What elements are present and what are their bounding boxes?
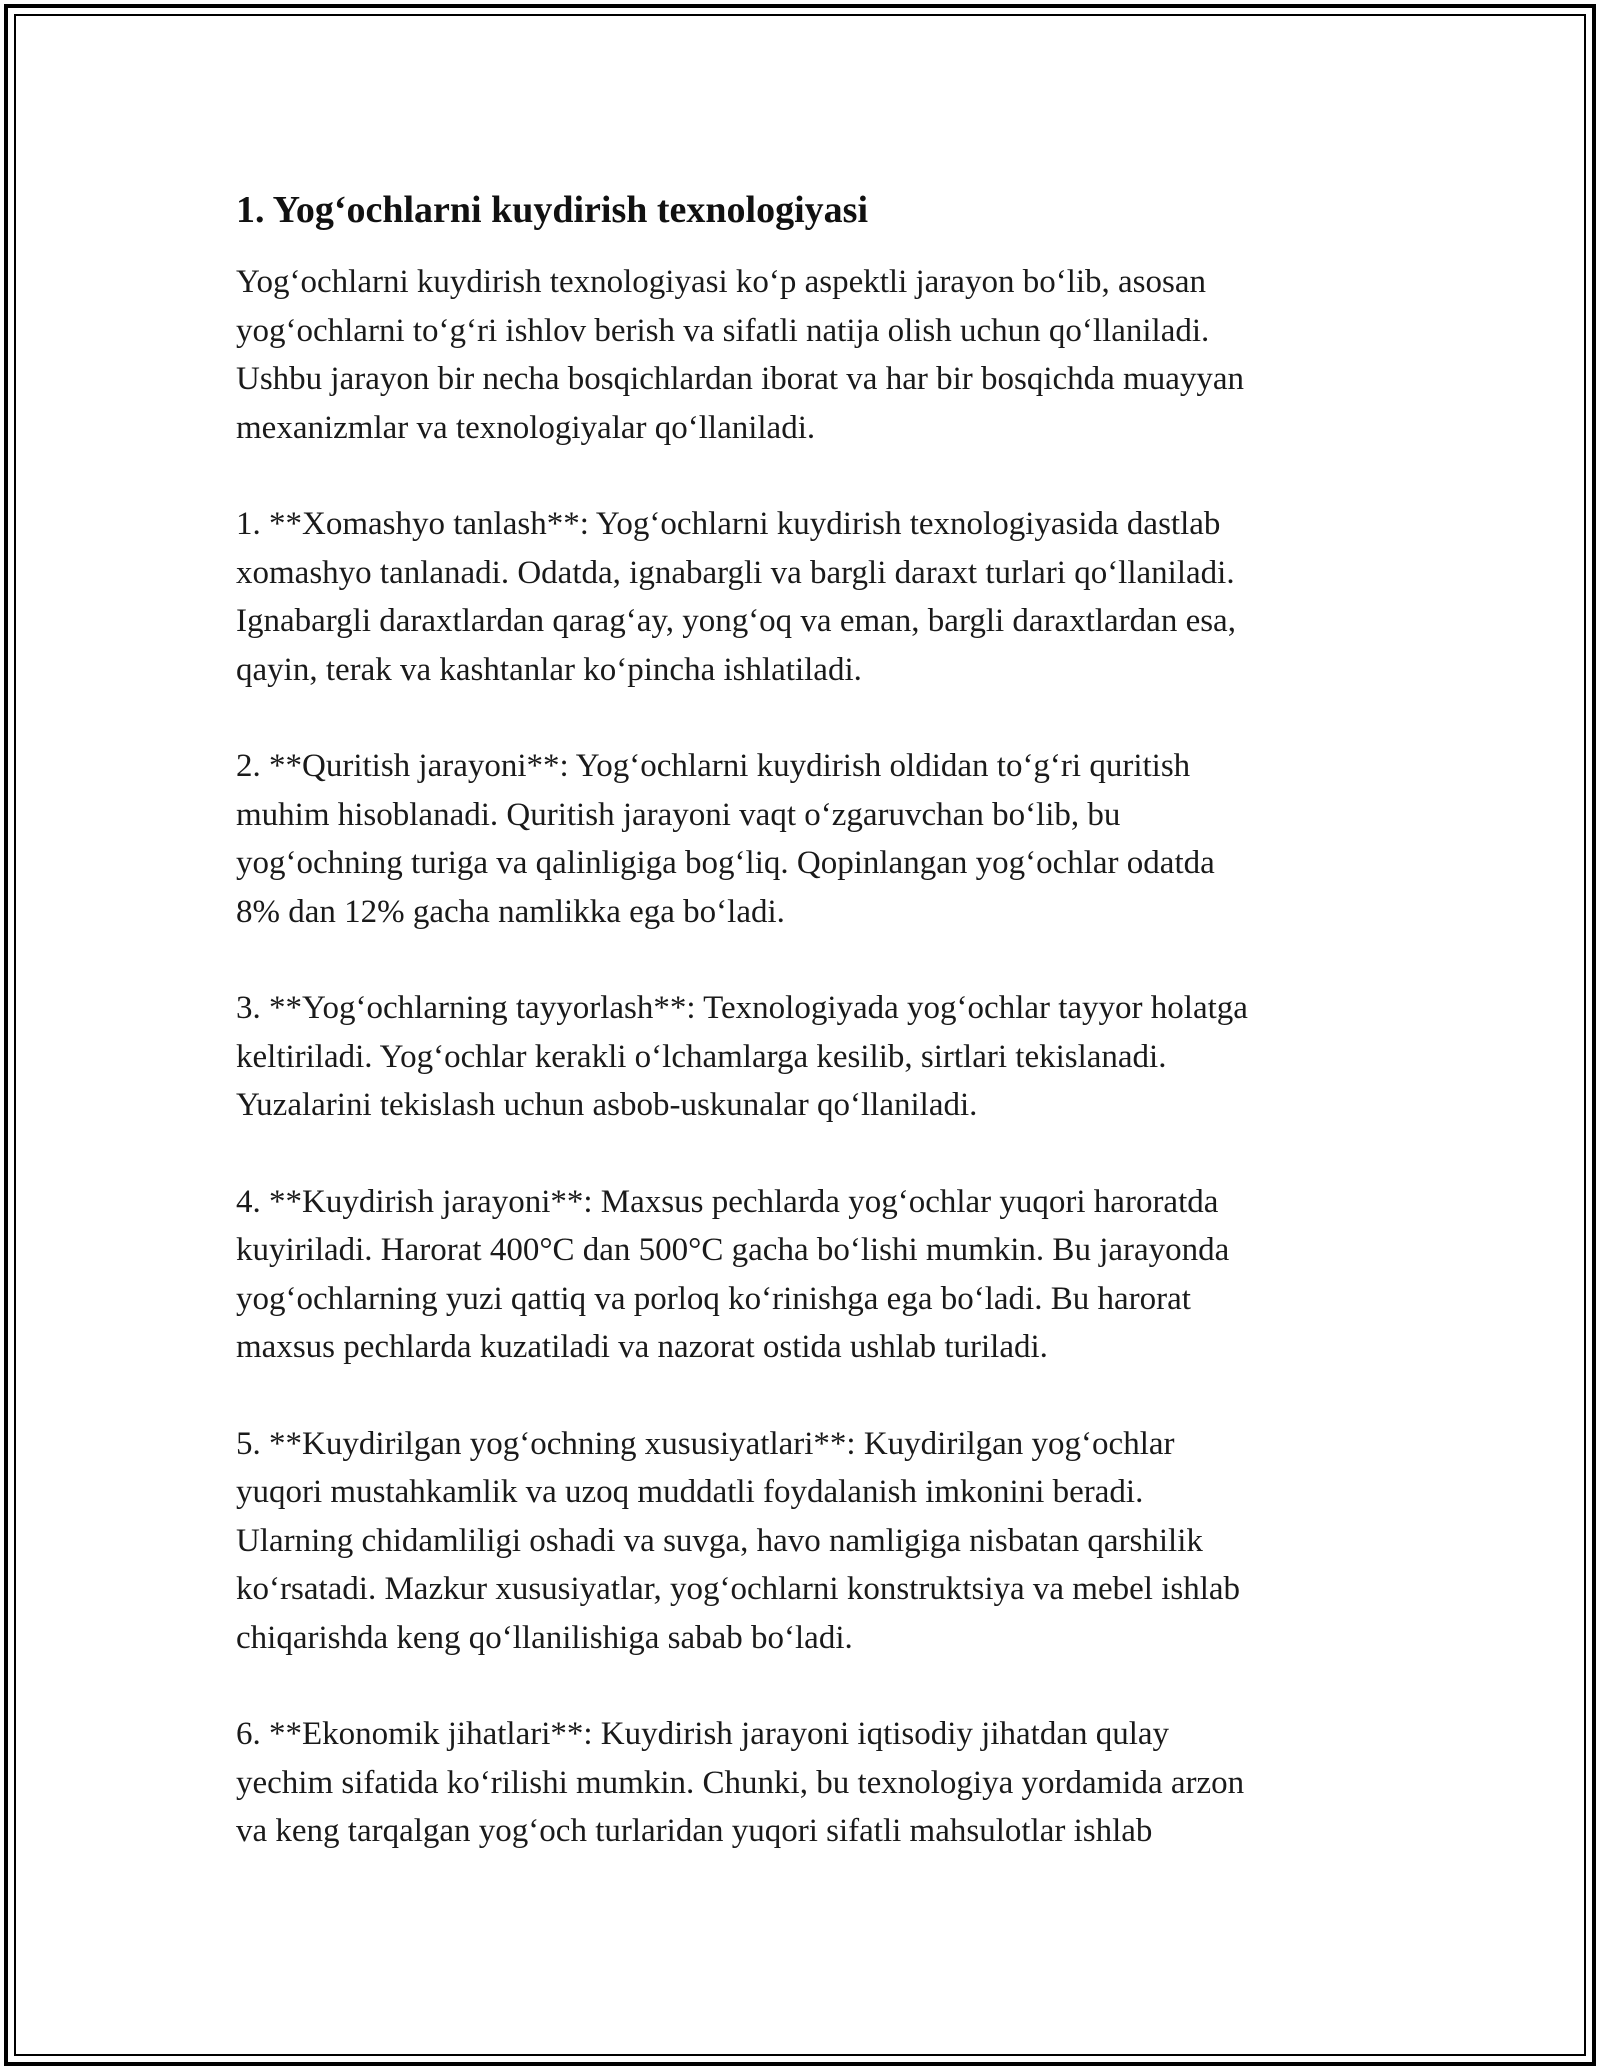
text-line: yog‘ochlarni to‘g‘ri ishlov berish va sifatli natija olish uchun qo‘llaniladi. [236, 312, 1210, 349]
paragraph-ekonomik-jihatlari [236, 1710, 1376, 1856]
text-line: Ignabargli daraxtlardan qarag‘ay, yong‘oq va eman, bargli daraxtlardan esa, [236, 603, 1236, 639]
text-line: yog‘ochlarning yuzi qattiq va porloq ko‘rinishga ega bo‘ladi. Bu harorat [236, 1280, 1191, 1317]
text-line: yuqori mustahkamlik va uzoq muddatli foydalanish imkonini beradi. [236, 1474, 1144, 1510]
text-line: Ularning chidamliligi oshadi va suvga, havo namligiga nisbatan qarshilik [236, 1522, 1203, 1559]
text-line: yechim sifatida ko‘rilishi mumkin. Chunki, bu texnologiya yordamida arzon [236, 1764, 1245, 1801]
text-line: Yuzalarini tekislash uchun asbob-uskunalar qo‘llaniladi. [236, 1087, 978, 1123]
text-line: 2. **Quritish jarayoni**: Yog‘ochlarni kuydirish oldidan to‘g‘ri quritish [236, 748, 1191, 784]
section-heading: 1. Yog‘ochlarni kuydirish texnologiyasi [236, 189, 869, 231]
text-line: 3. **Yog‘ochlarning tayyorlash**: Texnologiyada yog‘ochlar tayyor holatga [236, 990, 1248, 1026]
text-line: Ushbu jarayon bir necha bosqichlardan iborat va har bir bosqichda muayyan [236, 361, 1245, 397]
text-line: mexanizmlar va texnologiyalar qo‘llaniladi. [236, 409, 816, 446]
text-line: 8% dan 12% gacha namlikka ega bo‘ladi. [236, 893, 785, 930]
intro-paragraph [236, 258, 1376, 452]
text-line: 4. **Kuydirish jarayoni**: Maxsus pechlarda yog‘ochlar yuqori haroratda [236, 1183, 1219, 1220]
text-line: va keng tarqalgan yog‘och turlaridan yuqori sifatli mahsulotlar ishlab [236, 1813, 1153, 1849]
paragraph-xususiyatlari [236, 1420, 1376, 1663]
text-line: keltiriladi. Yog‘ochlar kerakli o‘lchamlarga kesilib, sirtlari tekislanadi. [236, 1038, 1167, 1075]
text-line: xomashyo tanlanadi. Odatda, ignabargli va bargli daraxt turlari qo‘llaniladi. [236, 554, 1235, 591]
paragraph-kuydirish-jarayoni [236, 1178, 1376, 1372]
text-line: chiqarishda keng qo‘llanilishiga sabab bo‘ladi. [236, 1619, 853, 1656]
paragraph-tayyorlash [236, 984, 1376, 1130]
text-line: 5. **Kuydirilgan yog‘ochning xususiyatlari**: Kuydirilgan yog‘ochlar [236, 1425, 1175, 1462]
text-line: Yog‘ochlarni kuydirish texnologiyasi ko‘p aspektli jarayon bo‘lib, asosan [236, 264, 1207, 300]
text-line: yog‘ochning turiga va qalinligiga bog‘liq. Qopinlangan yog‘ochlar odatda [236, 845, 1215, 881]
paragraph-quritish-jarayoni [236, 742, 1376, 936]
text-line: maxsus pechlarda kuzatiladi va nazorat ostida ushlab turiladi. [236, 1329, 1048, 1365]
document-body [236, 186, 1376, 1904]
text-line: ko‘rsatadi. Mazkur xususiyatlar, yog‘ochlarni konstruktsiya va mebel ishlab [236, 1571, 1241, 1607]
text-line: 1. **Xomashyo tanlash**: Yog‘ochlarni kuydirish texnologiyasida dastlab [236, 506, 1221, 542]
text-line: kuyiriladi. Harorat 400°C dan 500°C gacha bo‘lishi mumkin. Bu jarayonda [236, 1232, 1230, 1268]
text-line: qayin, terak va kashtanlar ko‘pincha ishlatiladi. [236, 651, 862, 688]
text-line: muhim hisoblanadi. Quritish jarayoni vaqt o‘zgaruvchan bo‘lib, bu [236, 796, 1121, 833]
text-line: 6. **Ekonomik jihatlari**: Kuydirish jarayoni iqtisodiy jihatdan qulay [236, 1716, 1170, 1752]
paragraph-xomashyo-tanlash [236, 500, 1376, 694]
